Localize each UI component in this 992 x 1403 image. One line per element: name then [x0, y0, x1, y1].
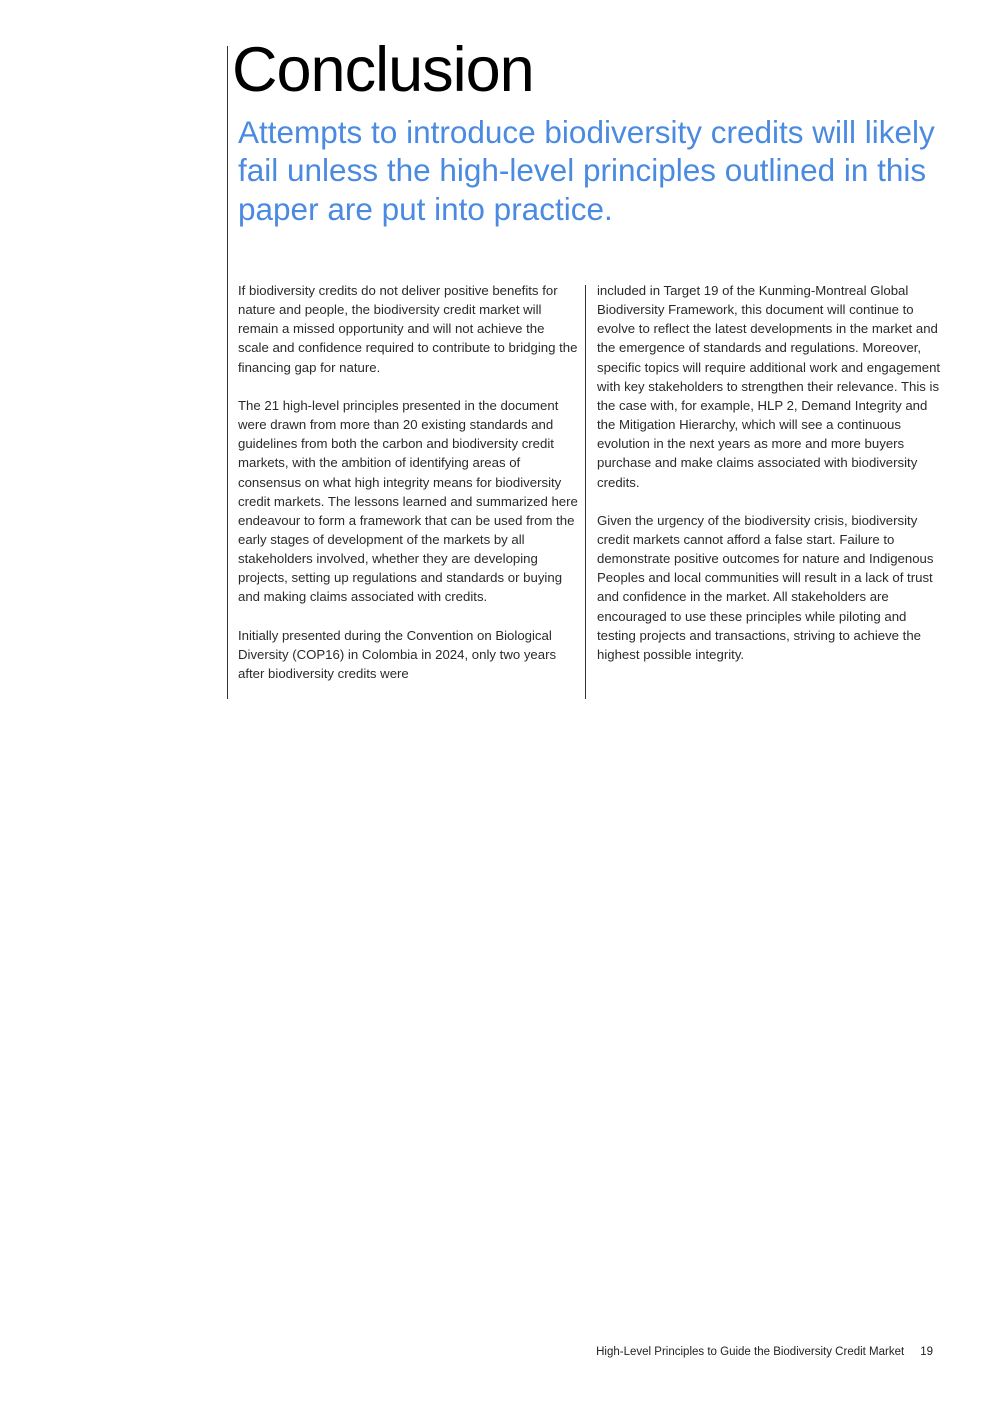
page-footer: [596, 1346, 933, 1358]
page-number: 19: [920, 1346, 933, 1358]
body-paragraph: If biodiversity credits do not deliver positive benefits for nature and people, the biodiversity credit market will remain a missed opportunity and will not achieve the scale and confidence required to contribute to bridging the financing gap for nature.: [238, 283, 578, 375]
body-paragraph: included in Target 19 of the Kunming-Montreal Global Biodiversity Framework, this document will continue to evolve to reflect the latest developments in the market and the emergence of standards and regulations. Moreover, specific topics will require additional work and engagement with key stakeholders to strengthen their relevance. This is the case with, for example, HLP 2, Demand Integrity and the Mitigation Hierarchy, which will see a continuous evolution in the next years as more and more buyers purchase and make claims associated with biodiversity credits.: [597, 283, 941, 490]
body-paragraph: Initially presented during the Convention on Biological Diversity (COP16) in Colombia in 2024, only two years after biodiversity credits were: [238, 627, 557, 682]
body-column-left: [238, 281, 578, 683]
page-title: Conclusion: [232, 35, 534, 105]
footer-document-title: High-Level Principles to Guide the Biodiversity Credit Market: [596, 1346, 905, 1358]
body-column-right: [597, 281, 942, 664]
column-divider-rule: [585, 285, 586, 699]
body-paragraph: The 21 high-level principles presented in the document were drawn from more than 20 existing standards and guidelines from both the carbon and biodiversity credit markets, with the ambition of identifying areas of consensus on what high integrity means for biodiversity credit markets. The lessons learned and summarized here endeavour to form a framework that can be used from the early stages of development of the markets by all stakeholders involved, whether they are developing projects, setting up regulations and standards or buying and making claims associated with credits.: [238, 397, 578, 605]
page-subtitle: Attempts to introduce biodiversity credits will likely fail unless the high-level principles outlined in this paper are put into practice.: [238, 114, 935, 227]
body-paragraph: Given the urgency of the biodiversity crisis, biodiversity credit markets cannot afford a false start. Failure to demonstrate positive outcomes for nature and Indigenous Peoples and local communities will result in a lack of trust and confidence in the market. All stakeholders are encouraged to use these principles while piloting and testing projects and transactions, striving to achieve the highest possible integrity.: [597, 512, 934, 662]
left-margin-rule: [227, 46, 228, 699]
